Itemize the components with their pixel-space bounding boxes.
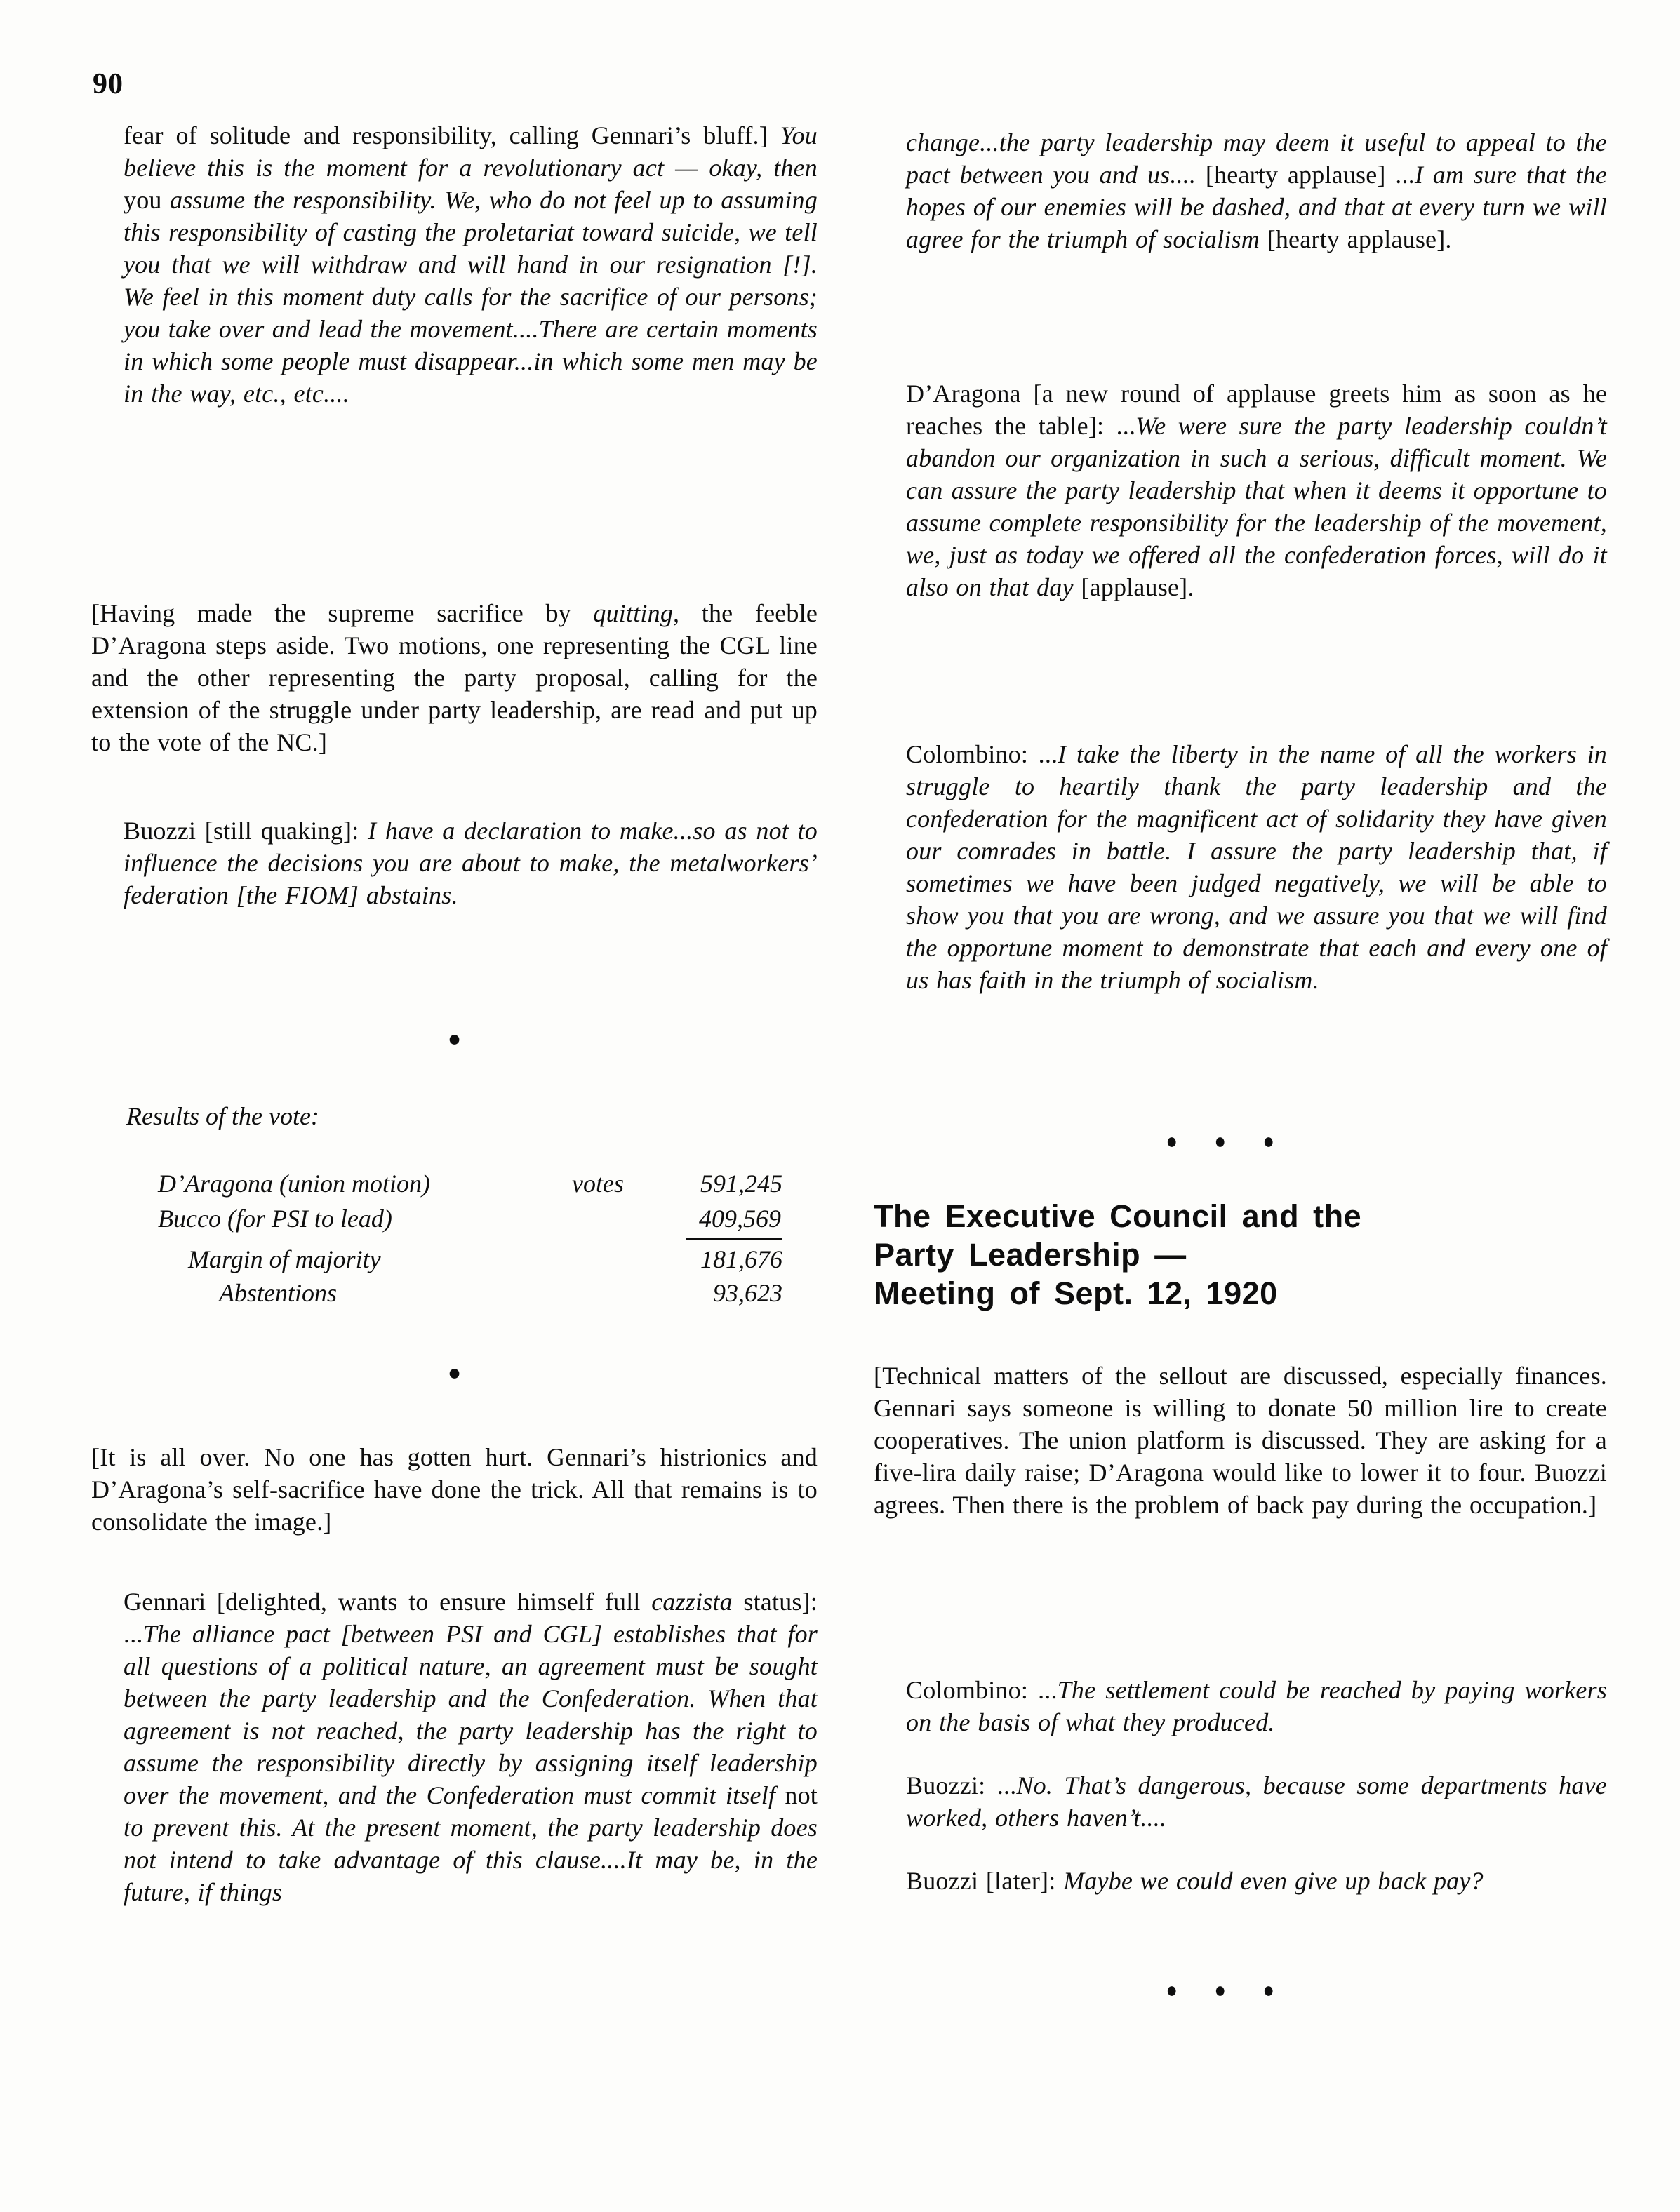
divider-bullets [833, 1978, 1607, 2001]
speech-paragraph-continuation: fear of solitude and responsibility, calling Gennari’s bluff.] You believe this is the moment for a revolutionary act — okay, then you assume the responsibility. We, who do not feel up to assuming this responsibility of casting the proletariat toward suicide, we tell you that we will withdraw and will hand in our resignation [!]. We feel in this moment duty calls for the sacrifice of our persons; you take over and lead the movement....There are certain moments in which some people must disappear...in which some men may be in the way, etc., etc.... [124, 121, 818, 408]
row-value: 591,245 [700, 1169, 782, 1198]
vote-results-caption: Results of the vote: [126, 1102, 319, 1130]
divider-bullet-icon: ● [447, 1360, 462, 1385]
bullet-icon: ● [1214, 1128, 1226, 1153]
editorial-paragraph: [Technical matters of the sellout are discussed, especially finances. Gennari says someone is willing to donate 50 million lire to create cooperatives. The union platform is discussed. They are asking for a five-lira daily raise; D’Aragona would like to lower it to four. Buozzi agrees. Then there is the problem of back pay during the occupation.] [874, 1362, 1607, 1519]
row-value: 181,676 [700, 1245, 782, 1273]
row-value-underlined: 409,569 [686, 1202, 782, 1240]
bullet-icon: ● [1262, 1977, 1275, 2002]
heading-line: Party Leadership — [874, 1237, 1187, 1273]
bullet-icon: ● [1165, 1128, 1178, 1153]
editorial-paragraph: [Having made the supreme sacrifice by quitting, the feeble D’Aragona steps aside. Two motions, one representing the CGL line and the other representing the party proposal, calling for the extension of the struggle under party leadership, are read and put up to the vote of the NC.] [91, 599, 818, 756]
table-row [91, 1277, 818, 1311]
table-row [91, 1202, 818, 1236]
row-label: Margin of majority [188, 1245, 381, 1273]
bullet-icon: ● [1214, 1977, 1226, 2002]
row-value: 93,623 [713, 1279, 782, 1307]
row-label: D’Aragona (union motion) [158, 1169, 430, 1198]
heading-line: The Executive Council and the [874, 1198, 1362, 1234]
row-label: Abstentions [219, 1279, 337, 1307]
speech-paragraph-colombino: Colombino: ...I take the liberty in the name of all the workers in struggle to heartily thank the party leadership and the confederation for the magnificent act of solidarity they have given our comrades in battle. I assure the party leadership that, if sometimes we have been judged negatively, we will be able to show you that you are wrong, and we assure you that we will find the opportune moment to demonstrate that each and every one of us has faith in the triumph of socialism. [906, 740, 1607, 994]
bullet-icon: ● [1165, 1977, 1178, 2002]
row-votes-label: votes [572, 1169, 624, 1198]
left-column [91, 0, 818, 2212]
divider-bullets [833, 1130, 1607, 1152]
table-row [91, 1243, 818, 1277]
speech-paragraph-colombino: Colombino: ...The settlement could be reached by paying workers on the basis of what they produced. [906, 1676, 1607, 1736]
bullet-icon: ● [1262, 1128, 1275, 1153]
speech-paragraph-gennari: Gennari [delighted, wants to ensure himself full cazzista status]: ...The alliance pact [between PSI and CGL] establishes that for all questions of a political nature, an agreement must be sought between the party leadership and the Confederation. When that agreement is not reached, the party leadership has the right to assume the responsibility directly by assigning itself leadership over the movement, and the Confederation must commit itself not to prevent this. At the present moment, the party leadership does not intend to take advantage of this clause....It may be, in the future, if things [124, 1588, 818, 1906]
speech-paragraph-buozzi-later: Buozzi [later]: Maybe we could even give up back pay? [906, 1867, 1484, 1895]
right-column [874, 0, 1607, 2212]
speech-paragraph-continuation: change...the party leadership may deem it useful to appeal to the pact between you and us.... [hearty applause] ...I am sure that the hopes of our enemies will be dashed, and that at every turn we will agree for the triumph of socialism [hearty applause]. [906, 128, 1607, 253]
vote-results-table [91, 1167, 818, 1315]
editorial-paragraph: [It is all over. No one has gotten hurt. Gennari’s histrionics and D’Aragona’s self-sacrifice have done the trick. All that remains is to consolidate the image.] [91, 1443, 818, 1536]
page-number: 90 [93, 68, 124, 100]
table-row [91, 1167, 818, 1201]
row-label: Bucco (for PSI to lead) [158, 1205, 392, 1233]
divider-bullet-icon: ● [447, 1026, 462, 1051]
heading-line: Meeting of Sept. 12, 1920 [874, 1275, 1278, 1311]
section-heading [874, 1197, 1361, 1313]
speech-paragraph-daragona: D’Aragona [a new round of applause greets him as soon as he reaches the table]: ...We were sure the party leadership couldn’t abandon our organization in such a serious, difficult moment. We can assure the party leadership that when it deems it opportune to assume complete responsibility for the leadership of the movement, we, just as today we offered all the confederation forces, will do it also on that day [applause]. [906, 380, 1607, 601]
speech-paragraph-buozzi: Buozzi: ...No. That’s dangerous, because some departments have worked, others haven’t.... [906, 1771, 1607, 1832]
speech-paragraph-buozzi: Buozzi [still quaking]: I have a declaration to make...so as not to influence the decisions you are about to make, the metalworkers’ federation [the FIOM] abstains. [124, 817, 818, 909]
